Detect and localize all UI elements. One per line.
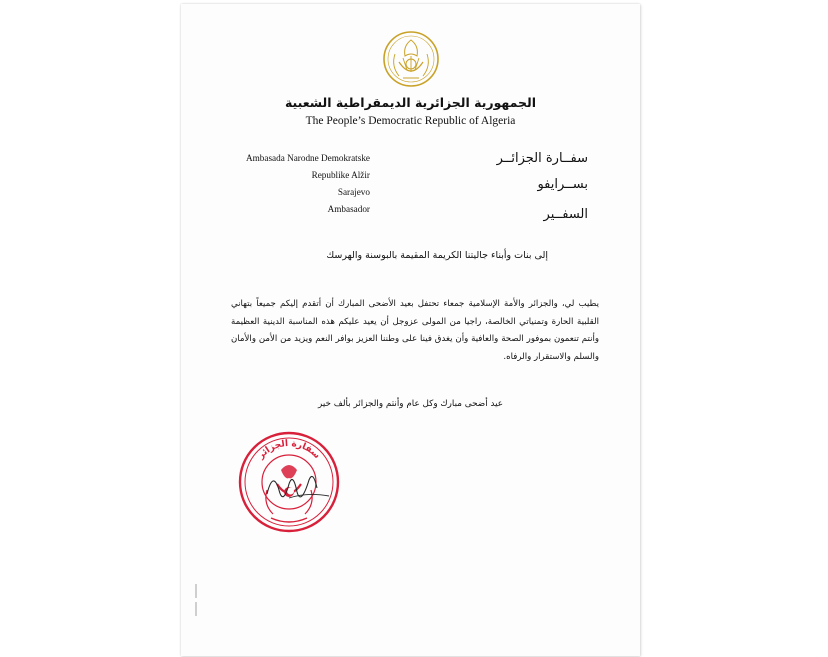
svg-text:سفارة الجزائر	[256, 439, 322, 462]
address-latin-line: Republike Alžir	[311, 170, 370, 180]
address-arabic	[497, 146, 588, 228]
address-latin-line: Ambasador	[327, 204, 370, 214]
letter-body: يطيب لي، والجزائر والأمة الإسلامية جمعاء تحتفل بعيد الأضحى المبارك أن أتقدم إليكم جميعاً بتهاني القلبية الحارة وتمنياتي الخالصة، راجيا من المولى عزوجل أن يعيد عليكم هذه المناسبة الدينية العظيمة وأنتم تنعمون بموفور الصحة والعافية وأن يغدق فينا على وطننا العزيز بوافر النعم ويزيد من الأمن والأمان والسلم والاستقرار والرفاه.	[231, 299, 599, 362]
republic-name-arabic: الجمهورية الجزائرية الديمقراطية الشعبية	[284, 95, 537, 110]
address-arabic-line: بســرايفو	[537, 177, 588, 192]
address-arabic-line: سفــارة الجزائــر	[496, 151, 588, 166]
stamp-text: سفارة الجزائر	[256, 438, 322, 462]
edge-mark	[195, 584, 197, 598]
signature-icon	[259, 462, 349, 512]
address-latin	[195, 150, 370, 218]
address-latin-line: Ambasada Narodne Demokratske	[246, 153, 370, 163]
republic-name-english: The People’s Democratic Republic of Algeria	[305, 115, 516, 127]
address-arabic-line: السفــير	[543, 207, 588, 222]
salutation: إلى بنات وأبناء جاليتنا الكريمة المقيمة بالبوسنة والهرسك	[326, 250, 548, 261]
edge-mark	[195, 602, 197, 616]
letter-page	[181, 4, 640, 656]
address-latin-line: Sarajevo	[337, 187, 370, 197]
algeria-emblem-icon	[381, 26, 441, 92]
closing-line: عيد أضحى مبارك وكل عام وأنتم والجزائر بألف خير	[318, 399, 503, 409]
